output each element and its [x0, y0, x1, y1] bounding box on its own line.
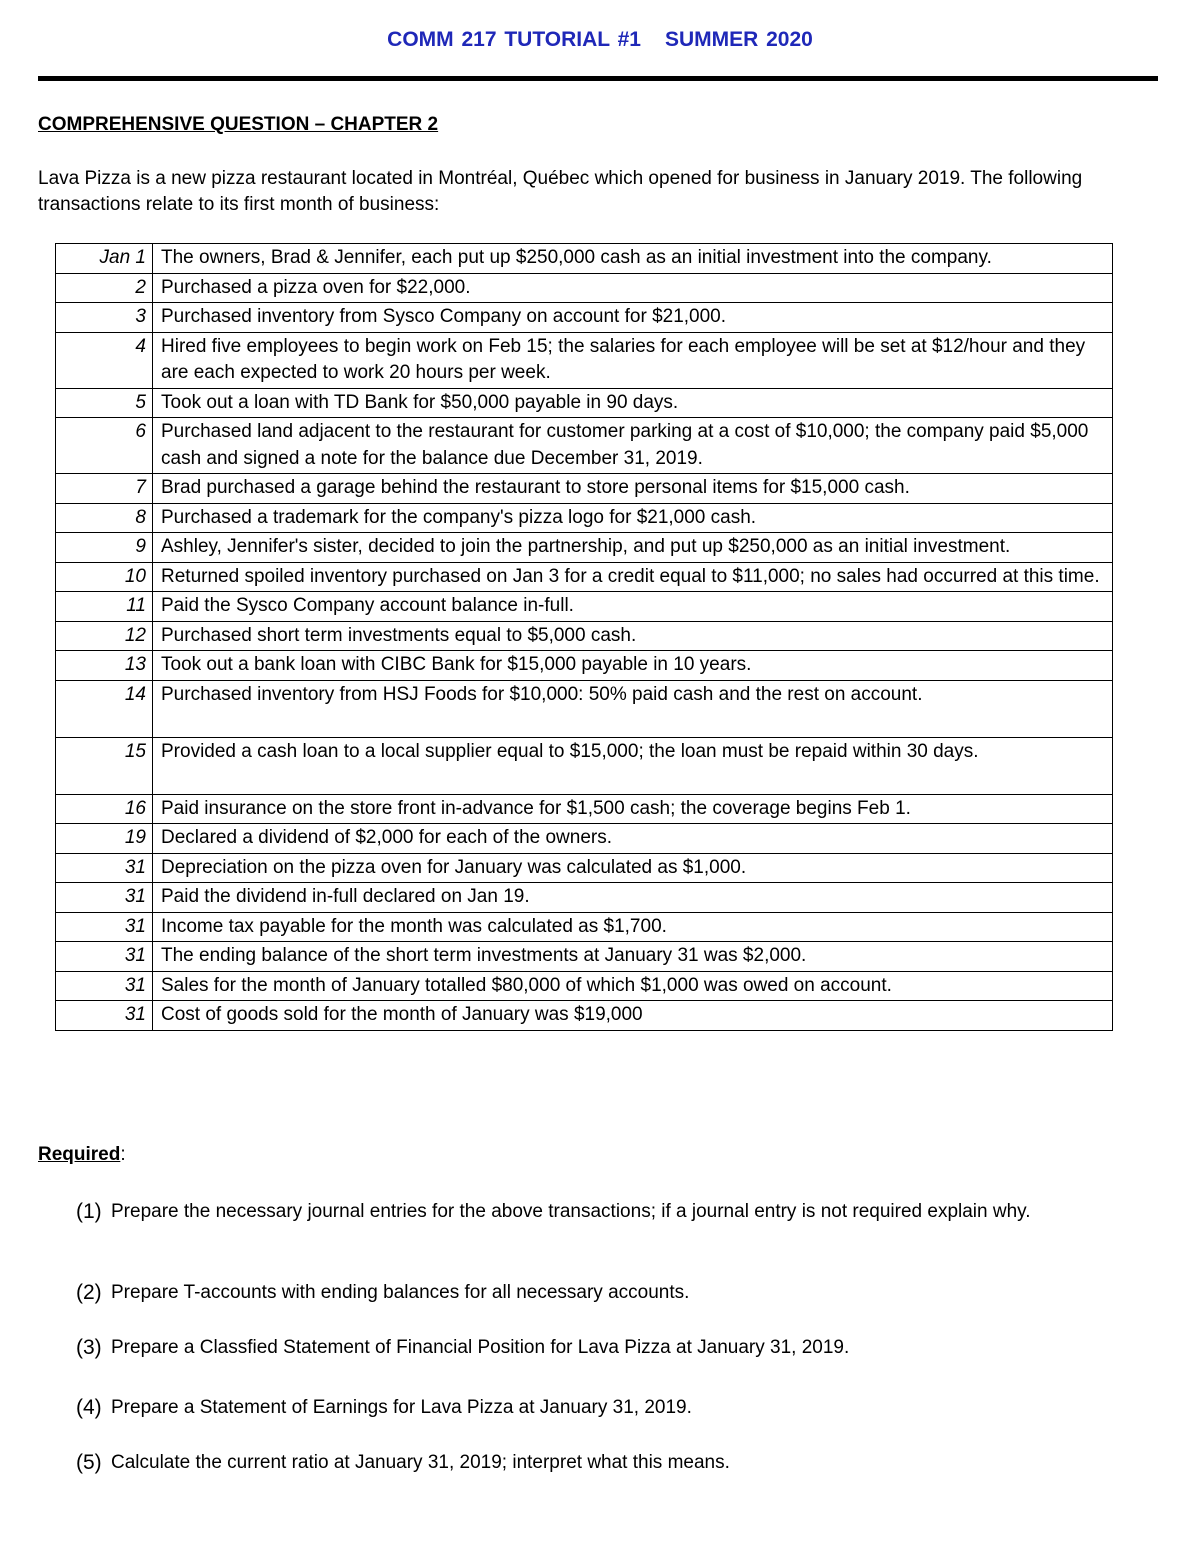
required-item: [76, 1280, 1136, 1306]
transaction-description: Declared a dividend of $2,000 for each of the owners.: [153, 824, 1113, 854]
transaction-date: 31: [56, 912, 153, 942]
required-item-number: (2): [76, 1281, 102, 1304]
required-heading: [38, 1144, 126, 1166]
table-row: [56, 942, 1113, 972]
transaction-description: Provided a cash loan to a local supplier equal to $15,000; the loan must be repaid within 30 days.: [153, 737, 1113, 794]
transaction-description: Sales for the month of January totalled $80,000 of which $1,000 was owed on account.: [153, 971, 1113, 1001]
transaction-date: 31: [56, 1001, 153, 1031]
table-row: [56, 621, 1113, 651]
required-item: [76, 1199, 1136, 1225]
table-row: [56, 853, 1113, 883]
table-row: [56, 912, 1113, 942]
transaction-description: Paid the Sysco Company account balance in-full.: [153, 592, 1113, 622]
transaction-date: 4: [56, 332, 153, 388]
transaction-description: The owners, Brad & Jennifer, each put up $250,000 cash as an initial investment into the company.: [153, 244, 1113, 274]
required-item: [76, 1395, 1136, 1421]
required-item-number: (4): [76, 1396, 102, 1419]
transaction-date: 14: [56, 680, 153, 737]
table-row: [56, 824, 1113, 854]
table-row: [56, 562, 1113, 592]
table-row: [56, 474, 1113, 504]
table-row: [56, 651, 1113, 681]
transaction-date: 6: [56, 418, 153, 474]
required-item: [76, 1335, 1136, 1361]
table-row: [56, 737, 1113, 794]
transaction-date: 2: [56, 273, 153, 303]
transaction-date: 31: [56, 971, 153, 1001]
transaction-date: 10: [56, 562, 153, 592]
transaction-description: Purchased short term investments equal to $5,000 cash.: [153, 621, 1113, 651]
required-colon: :: [120, 1144, 126, 1165]
transaction-description: Purchased inventory from Sysco Company on account for $21,000.: [153, 303, 1113, 333]
transaction-date: 16: [56, 794, 153, 824]
page-header: [0, 28, 1200, 52]
transaction-description: Took out a bank loan with CIBC Bank for $15,000 payable in 10 years.: [153, 651, 1113, 681]
transaction-description: Purchased land adjacent to the restaurant for customer parking at a cost of $10,000; the company paid $5,000 cash and signed a note for the balance due December 31, 2019.: [153, 418, 1113, 474]
required-item-number: (5): [76, 1451, 102, 1474]
transaction-date: 19: [56, 824, 153, 854]
transaction-date: 31: [56, 883, 153, 913]
required-item-text: Prepare T-accounts with ending balances for all necessary accounts.: [111, 1282, 690, 1303]
transaction-description: Cost of goods sold for the month of January was $19,000: [153, 1001, 1113, 1031]
table-row: [56, 303, 1113, 333]
table-row: [56, 680, 1113, 737]
required-item-number: (1): [76, 1200, 102, 1223]
transaction-date: 15: [56, 737, 153, 794]
transaction-description: Ashley, Jennifer's sister, decided to join the partnership, and put up $250,000 as an initial investment.: [153, 533, 1113, 563]
transaction-description: Returned spoiled inventory purchased on Jan 3 for a credit equal to $11,000; no sales had occurred at this time.: [153, 562, 1113, 592]
transaction-date: 12: [56, 621, 153, 651]
transaction-description: Took out a loan with TD Bank for $50,000 payable in 90 days.: [153, 388, 1113, 418]
table-row: [56, 503, 1113, 533]
transaction-date: 31: [56, 853, 153, 883]
table-row: [56, 971, 1113, 1001]
transaction-date: 31: [56, 942, 153, 972]
required-item-text: Prepare the necessary journal entries for the above transactions; if a journal entry is not required explain why.: [111, 1201, 1031, 1222]
section-title: COMPREHENSIVE QUESTION – CHAPTER 2: [38, 114, 439, 135]
transaction-description: Depreciation on the pizza oven for January was calculated as $1,000.: [153, 853, 1113, 883]
required-item-number: (3): [76, 1336, 102, 1359]
intro-paragraph: Lava Pizza is a new pizza restaurant located in Montréal, Québec which opened for business in January 2019. The following transactions relate to its first month of business:: [38, 168, 1083, 215]
transaction-description: Purchased a trademark for the company's pizza logo for $21,000 cash.: [153, 503, 1113, 533]
table-row: [56, 794, 1113, 824]
table-row: [56, 418, 1113, 474]
table-row: [56, 332, 1113, 388]
transaction-date: 5: [56, 388, 153, 418]
transaction-description: Paid insurance on the store front in-advance for $1,500 cash; the coverage begins Feb 1.: [153, 794, 1113, 824]
transaction-date: 3: [56, 303, 153, 333]
term-title: SUMMER 2020: [664, 28, 813, 51]
transaction-description: The ending balance of the short term investments at January 31 was $2,000.: [153, 942, 1113, 972]
table-row: [56, 1001, 1113, 1031]
transaction-date: Jan 1: [56, 244, 153, 274]
required-item: [76, 1450, 1136, 1476]
transaction-description: Purchased a pizza oven for $22,000.: [153, 273, 1113, 303]
transaction-date: 13: [56, 651, 153, 681]
transaction-description: Brad purchased a garage behind the restaurant to store personal items for $15,000 cash.: [153, 474, 1113, 504]
transaction-date: 8: [56, 503, 153, 533]
transaction-description: Purchased inventory from HSJ Foods for $10,000: 50% paid cash and the rest on account.: [153, 680, 1113, 737]
required-label: Required: [38, 1144, 121, 1165]
required-item-text: Prepare a Statement of Earnings for Lava Pizza at January 31, 2019.: [111, 1397, 692, 1418]
transactions-table: [55, 243, 1113, 1031]
table-row: [56, 592, 1113, 622]
header-divider: [38, 76, 1158, 81]
transaction-description: Income tax payable for the month was calculated as $1,700.: [153, 912, 1113, 942]
table-row: [56, 388, 1113, 418]
transaction-date: 11: [56, 592, 153, 622]
required-item-text: Prepare a Classfied Statement of Financial Position for Lava Pizza at January 31, 2019.: [111, 1337, 850, 1358]
table-row: [56, 883, 1113, 913]
table-row: [56, 273, 1113, 303]
required-item-text: Calculate the current ratio at January 31, 2019; interpret what this means.: [111, 1452, 730, 1473]
transaction-description: Paid the dividend in-full declared on Jan 19.: [153, 883, 1113, 913]
course-title: COMM 217 TUTORIAL #1: [387, 28, 641, 51]
transaction-description: Hired five employees to begin work on Feb 15; the salaries for each employee will be set at $12/hour and they are each expected to work 20 hours per week.: [153, 332, 1113, 388]
table-row: [56, 244, 1113, 274]
transaction-date: 9: [56, 533, 153, 563]
table-row: [56, 533, 1113, 563]
transaction-date: 7: [56, 474, 153, 504]
